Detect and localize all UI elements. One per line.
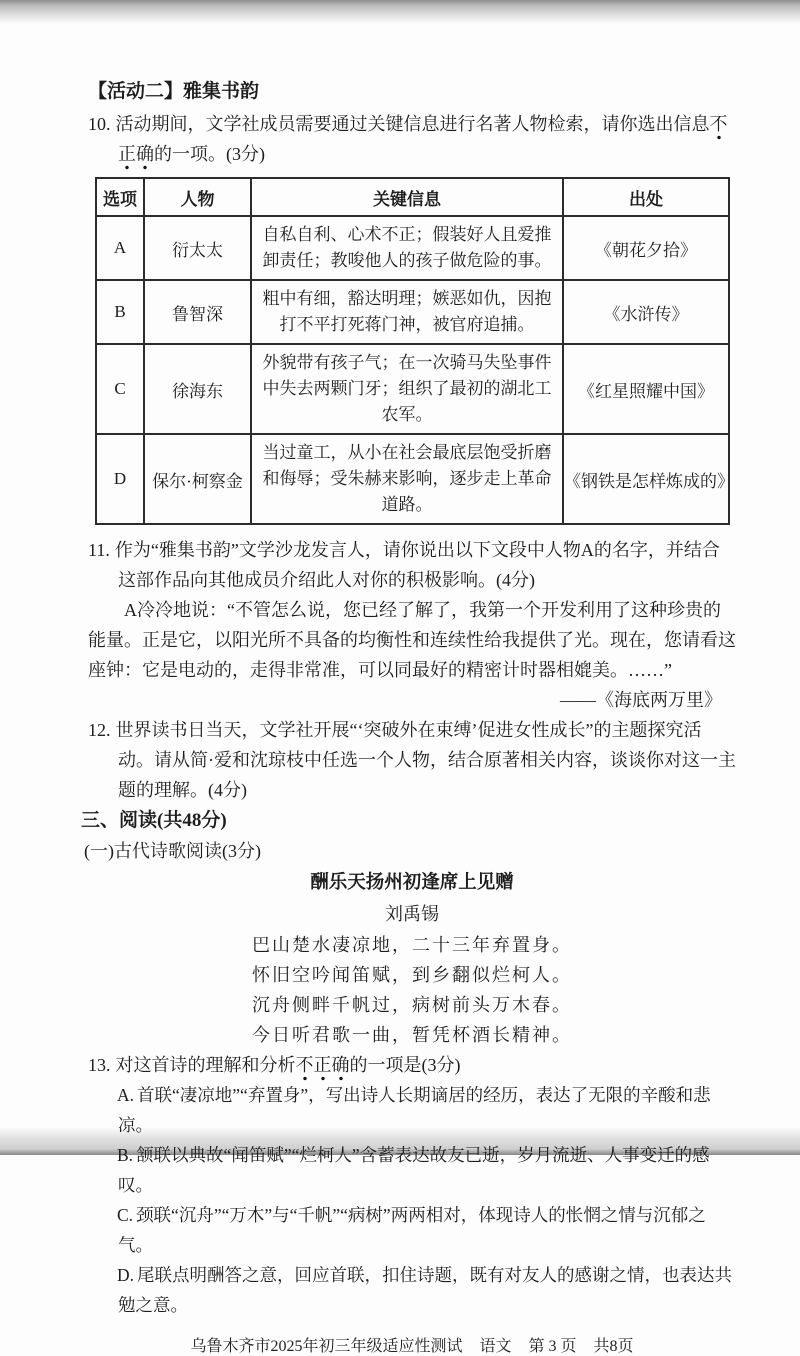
footer-page-number: 第 3 页 bbox=[528, 1338, 577, 1355]
option-a-text: 首联“凄凉地”“弃置身”，写出诗人长期谪居的经历，表达了无限的辛酸和悲凉。 bbox=[118, 1085, 711, 1135]
question-10-text-after: 的一项。(3分) bbox=[154, 144, 265, 164]
footer-exam-title: 乌鲁木齐市2025年初三年级适应性测试 bbox=[190, 1338, 463, 1355]
footer-subject: 语文 bbox=[479, 1338, 512, 1355]
option-c-text: 颈联“沉舟”“万木”与“千帆”“病树”两两相对，体现诗人的怅惘之情与沉郁之气。 bbox=[118, 1205, 706, 1255]
cell-option: D bbox=[96, 434, 144, 524]
poem-line: 怀旧空吟闻笛赋，到乡翻似烂柯人。 bbox=[252, 965, 572, 985]
table-row bbox=[96, 216, 729, 280]
footer-page-total: 共8页 bbox=[593, 1338, 634, 1355]
cell-info: 当过童工，从小在社会最底层饱受折磨和侮辱；受朱赫来影响，逐步走上革命道路。 bbox=[251, 434, 563, 524]
question-11-excerpt: A冷冷地说：“不管怎么说，您已经了解了，我第一个开发利用了这种珍贵的能量。正是它，以阳光所不具备的均衡性和连续性给我提供了光。现在，您请看这座钟：它是电动的，走得非常准，可以同最好的精密计时器相媲美。……” bbox=[88, 600, 736, 680]
cell-option: B bbox=[96, 280, 144, 344]
question-13-text-after: 的一项是(3分) bbox=[349, 1055, 461, 1075]
poem-author: 刘禹锡 bbox=[385, 904, 439, 924]
cell-source: 《朝花夕拾》 bbox=[563, 216, 729, 280]
question-11 bbox=[88, 535, 736, 595]
option-a-label: A. bbox=[117, 1085, 135, 1105]
poem-line: 今日听君歌一曲，暂凭杯酒长精神。 bbox=[252, 1025, 572, 1045]
question-13-option-d bbox=[88, 1260, 736, 1320]
table-header-person: 人物 bbox=[144, 178, 251, 216]
question-12-number: 12. bbox=[88, 720, 111, 740]
subsection-1-title: (一)古代诗歌阅读(3分) bbox=[84, 841, 261, 861]
table-header-source: 出处 bbox=[563, 178, 729, 216]
scan-edge-top bbox=[0, 0, 800, 24]
cell-source: 《水浒传》 bbox=[563, 280, 729, 344]
question-13-text: 对这首诗的理解和分析 bbox=[115, 1055, 296, 1075]
cell-person: 衍太太 bbox=[144, 216, 251, 280]
option-d-label: D. bbox=[117, 1265, 135, 1285]
cell-info: 粗中有细，豁达明理；嫉恶如仇，因抱打不平打死蒋门神，被官府追捕。 bbox=[251, 280, 563, 344]
question-10-text: 活动期间，文学社成员需要通过关键信息进行名著人物检索，请你选出信息 bbox=[115, 114, 710, 134]
excerpt-attribution: ——《海底两万里》 bbox=[560, 690, 722, 710]
cell-option: C bbox=[96, 344, 144, 434]
poem-line: 沉舟侧畔千帆过，病树前头万木春。 bbox=[252, 995, 572, 1015]
character-info-table bbox=[95, 177, 734, 525]
cell-person: 保尔·柯察金 bbox=[144, 434, 251, 524]
cell-info: 自私自利、心术不正；假装好人且爱推卸责任；教唆他人的孩子做危险的事。 bbox=[251, 216, 563, 280]
table-row bbox=[96, 434, 729, 524]
option-c-label: C. bbox=[117, 1205, 134, 1225]
poem-block bbox=[88, 868, 736, 1050]
question-13-option-a bbox=[88, 1080, 736, 1140]
option-b-text: 颔联以典故“闻笛赋”“烂柯人”含蓄表达故友已逝，岁月流逝、人事变迁的感叹。 bbox=[118, 1145, 710, 1195]
question-13-option-c bbox=[88, 1200, 736, 1260]
cell-person: 鲁智深 bbox=[144, 280, 251, 344]
option-d-text: 尾联点明酬答之意，回应首联，扣住诗题，既有对友人的感谢之情，也表达共勉之意。 bbox=[118, 1265, 733, 1315]
page-footer bbox=[88, 1333, 736, 1356]
question-10-number: 10. bbox=[88, 114, 111, 134]
question-11-number: 11. bbox=[88, 540, 110, 560]
poem-title: 酬乐天扬州初逢席上见赠 bbox=[310, 873, 514, 893]
question-13-number: 13. bbox=[88, 1055, 111, 1075]
question-12-text: 世界读书日当天，文学社开展“‘突破外在束缚’促进女性成长”的主题探究活动。请从简·爱和沈琼枝中任选一个人物，结合原著相关内容，谈谈你对这一主题的理解。(4分) bbox=[115, 720, 736, 800]
section-3-title: 三、阅读(共48分) bbox=[81, 810, 227, 831]
question-12 bbox=[88, 715, 736, 805]
question-13-option-b bbox=[88, 1140, 736, 1200]
question-11-text: 作为“雅集书韵”文学沙龙发言人，请你说出以下文段中人物A的名字，并结合这部作品向其他成员介绍此人对你的积极影响。(4分) bbox=[114, 540, 720, 590]
cell-source: 《红星照耀中国》 bbox=[563, 344, 729, 434]
table-row bbox=[96, 344, 729, 434]
question-13 bbox=[88, 1050, 736, 1080]
question-10 bbox=[88, 109, 736, 169]
table-header-info: 关键信息 bbox=[251, 178, 563, 216]
cell-source: 《钢铁是怎样炼成的》 bbox=[563, 434, 729, 524]
cell-info: 外貌带有孩子气；在一次骑马失坠事件中失去两颗门牙；组织了最初的湖北工农军。 bbox=[251, 344, 563, 434]
exam-page-content bbox=[81, 76, 736, 1356]
activity-header: 【活动二】雅集书韵 bbox=[88, 81, 260, 102]
table-header-option: 选项 bbox=[96, 178, 144, 216]
cell-person: 徐海东 bbox=[144, 344, 251, 434]
table-header-row bbox=[96, 178, 729, 216]
option-b-label: B. bbox=[117, 1145, 134, 1165]
table-row bbox=[96, 280, 729, 344]
poem-line: 巴山楚水凄凉地，二十三年弃置身。 bbox=[252, 935, 572, 955]
cell-option: A bbox=[96, 216, 144, 280]
question-13-emphasis: 不正确 bbox=[296, 1055, 350, 1081]
question-10-emphasis: 不正确 bbox=[118, 114, 728, 170]
